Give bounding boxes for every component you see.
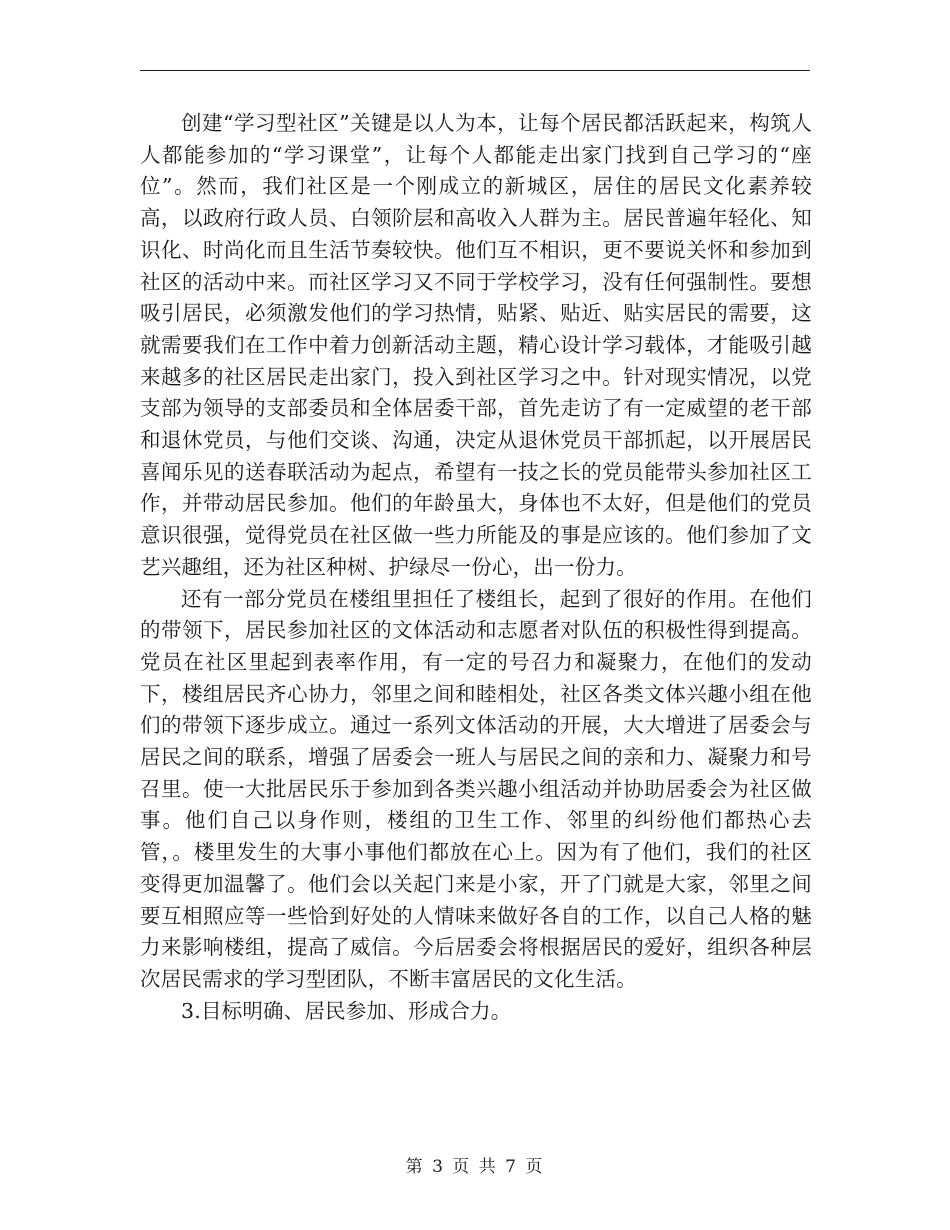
paragraph-3: 3.目标明确、居民参加、形成合力。 <box>181 998 512 1023</box>
header-rule <box>140 70 810 71</box>
page-footer: 第 3 页 共 7 页 <box>405 1157 545 1177</box>
document-body <box>140 108 812 1027</box>
paragraph-1: 创建“学习型社区”关键是以人为本，让每个居民都活跃起来，构筑人人都能参加的“学习课堂”，让每个人都能走出家门找到自己学习的“座位”。然而，我们社区是一个刚成立的新城区，居住的居民文化素养较高，以政府行政人员、白领阶层和高收入人群为主。居民普遍年轻化、知识化、时尚化而且生活节奏较快。他们互不相识，更不要说关怀和参加到社区的活动中来。而社区学习又不同于学校学习，没有任何强制性。要想吸引居民，必须激发他们的学习热情，贴紧、贴近、贴实居民的需要，这就需要我们在工作中着力创新活动主题，精心设计学习载体，才能吸引越来越多的社区居民走出家门，投入到社区学习之中。针对现实情况，以党支部为领导的支部委员和全体居委干部，首先走访了有一定威望的老干部和退休党员，与他们交谈、沟通，决定从退休党员干部抓起，以开展居民喜闻乐见的送春联活动为起点，希望有一技之长的党员能带头参加社区工作，并带动居民参加。他们的年龄虽大，身体也不太好，但是他们的党员意识很强，觉得党员在社区做一些力所能及的事是应该的。他们参加了文艺兴趣组，还为社区种树、护绿尽一份心，出一份力。 <box>140 111 812 579</box>
paragraph-2: 还有一部分党员在楼组里担任了楼组长，起到了很好的作用。在他们的带领下，居民参加社区的文体活动和志愿者对队伍的积极性得到提高。党员在社区里起到表率作用，有一定的号召力和凝聚力，在他们的发动下，楼组居民齐心协力，邻里之间和睦相处，社区各类文体兴趣小组在他们的带领下逐步成立。通过一系列文体活动的开展，大大增进了居委会与居民之间的联系，增强了居委会一班人与居民之间的亲和力、凝聚力和号召里。使一大批居民乐于参加到各类兴趣小组活动并协助居委会为社区做事。他们自己以身作则，楼组的卫生工作、邻里的纠纷他们都热心去管，。楼里发生的大事小事他们都放在心上。因为有了他们，我们的社区变得更加温馨了。他们会以关起门来是小家，开了门就是大家，邻里之间要互相照应等一些恰到好处的人情味来做好各自的工作，以自己人格的魅力来影响楼组，提高了威信。今后居委会将根据居民的爱好，组织各种层次居民需求的学习型团队，不断丰富居民的文化生活。 <box>140 586 812 991</box>
